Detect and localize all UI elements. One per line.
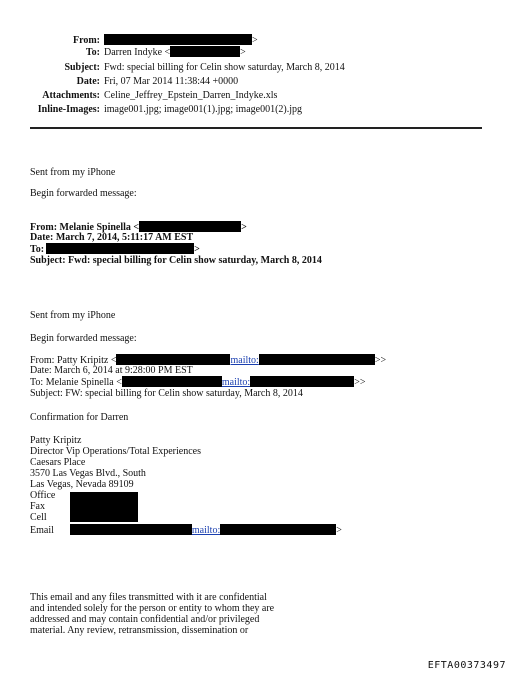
header-inline-images-row — [0, 104, 302, 116]
from-label: From: — [72, 35, 100, 46]
redaction — [220, 524, 336, 535]
signature-email-row — [30, 524, 342, 537]
subject-value: Fwd: special billing for Celin show saturday, March 8, 2014 — [104, 62, 345, 73]
redaction — [122, 376, 222, 387]
redaction — [104, 34, 252, 45]
fwd1-subject: Subject: Fwd: special billing for Celin show saturday, March 8, 2014 — [30, 255, 322, 266]
angle-close: > — [252, 35, 258, 46]
angle-close: > — [194, 244, 200, 255]
signature-title: Director Vip Operations/Total Experiences — [30, 446, 201, 457]
to-label: To: — [85, 47, 100, 58]
header-date-row — [0, 76, 238, 88]
begin-forwarded-1: Begin forwarded message: — [30, 188, 137, 199]
signature-city: Las Vegas, Nevada 89109 — [30, 479, 134, 490]
date-label: Date: — [76, 76, 100, 87]
signature-fax-label: Fax — [30, 501, 45, 512]
redaction — [70, 524, 192, 535]
redaction — [259, 354, 375, 365]
attachments-label: Attachments: — [42, 90, 100, 101]
date-value: Fri, 07 Mar 2014 11:38:44 +0000 — [104, 76, 239, 87]
begin-forwarded-2: Begin forwarded message: — [30, 333, 137, 344]
header-subject-row — [0, 62, 345, 74]
fwd2-subject: Subject: FW: special billing for Celin show saturday, March 8, 2014 — [30, 388, 303, 399]
angle-close: > — [354, 377, 360, 388]
redaction — [170, 46, 240, 57]
redaction — [116, 354, 230, 365]
signature-street: 3570 Las Vegas Blvd., South — [30, 468, 146, 479]
fwd1-date: Date: March 7, 2014, 5:11:17 AM EST — [30, 232, 194, 243]
header-divider — [30, 127, 482, 129]
sent-from-iphone-1: Sent from my iPhone — [30, 167, 116, 178]
redaction-block — [70, 492, 138, 522]
angle-close: > — [336, 525, 342, 536]
bates-number: EFTA00373497 — [427, 660, 506, 671]
disclaimer-line-3: addressed and may contain confidential and/or privileged — [30, 614, 260, 625]
angle-close: > — [240, 47, 246, 58]
subject-label: Subject: — [64, 62, 100, 73]
signature-name: Patty Kripitz — [30, 435, 82, 446]
disclaimer-line-1: This email and any files transmitted with it are confidential — [30, 592, 267, 603]
mailto-link[interactable]: mailto: — [230, 355, 259, 366]
angle-close: > — [359, 377, 366, 388]
signature-cell-label: Cell — [30, 512, 47, 523]
angle-close: > — [374, 355, 381, 366]
signature-email-label: Email — [30, 525, 54, 536]
angle-close: > — [241, 222, 247, 233]
to-value: Darren Indyke < — [104, 47, 171, 58]
redaction — [250, 376, 354, 387]
redaction — [46, 243, 194, 254]
header-to-row — [0, 46, 246, 59]
attachments-value: Celine_Jeffrey_Epstein_Darren_Indyke.xls — [104, 90, 278, 101]
disclaimer-line-2: and intended solely for the person or entity to whom they are — [30, 603, 275, 614]
mailto-link[interactable]: mailto: — [191, 525, 221, 536]
fwd1-to-text: To: — [30, 244, 45, 255]
inline-images-label: Inline-Images: — [37, 104, 100, 115]
fwd1-from-text: From: Melanie Spinella < — [30, 222, 140, 233]
signature-company: Caesars Place — [30, 457, 86, 468]
fwd2-from-text: From: Patty Kripitz < — [30, 355, 117, 366]
header-attachments-row — [0, 90, 277, 102]
inline-images-value: image001.jpg; image001(1).jpg; image001(2).jpg — [104, 104, 303, 115]
disclaimer-line-4: material. Any review, retransmission, dissemination or — [30, 625, 249, 636]
sent-from-iphone-2: Sent from my iPhone — [30, 310, 116, 321]
fwd2-date: Date: March 6, 2014 at 9:28:00 PM EST — [30, 365, 193, 376]
redaction — [139, 221, 241, 232]
fwd2-to-text: To: Melanie Spinella < — [30, 377, 122, 388]
mailto-link[interactable]: mailto: — [221, 377, 251, 388]
angle-close: > — [380, 355, 387, 366]
confirmation-line: Confirmation for Darren — [30, 412, 129, 423]
signature-office-label: Office — [30, 490, 56, 501]
